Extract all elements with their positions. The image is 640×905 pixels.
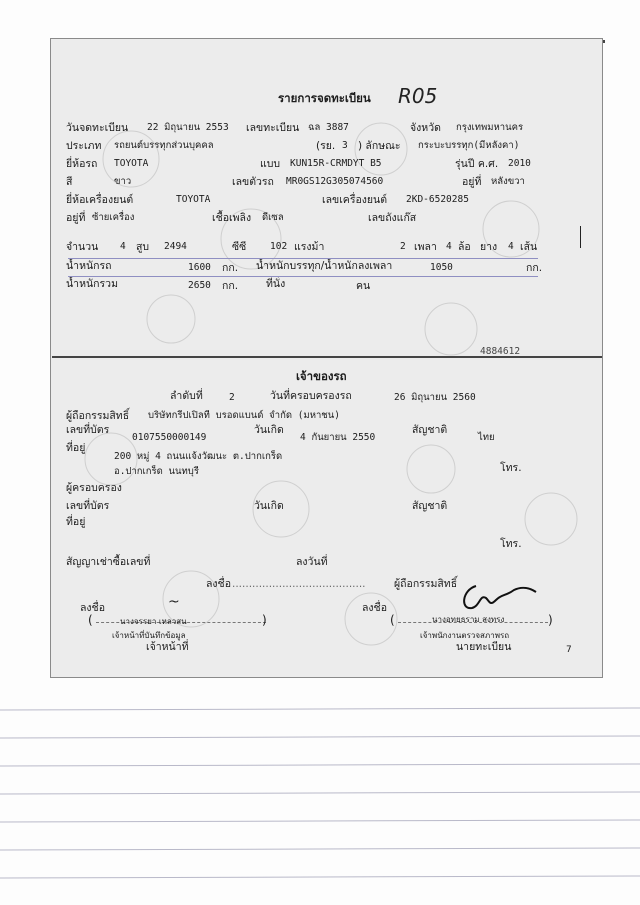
model: KUN15R-CRMDYT B5: [290, 158, 382, 169]
engine-loc-label: อยู่ที่: [66, 212, 86, 224]
id2-label: เลขที่บัตร: [66, 500, 110, 512]
margin-mark: [580, 226, 581, 248]
brand: TOYOTA: [114, 158, 149, 169]
id-label: เลขที่บัตร: [66, 424, 110, 436]
left-paren-open: (: [88, 613, 93, 627]
right-paren-open: (: [390, 613, 395, 627]
type-label: ประเภท: [66, 140, 102, 152]
left-signature: ~: [168, 594, 180, 610]
year-label: รุ่นปี ค.ศ.: [455, 158, 499, 170]
lease-date-label: ลงวันที่: [296, 556, 328, 568]
possess-date: 26 มิถุนายน 2560: [394, 392, 476, 403]
nation: ไทย: [478, 432, 495, 443]
officer-left-title: เจ้าหน้าที่บันทึกข้อมูล: [112, 631, 186, 640]
total-label: น้ำหนักรวม: [66, 278, 118, 290]
birth2-label: วันเกิด: [254, 500, 284, 512]
right-paren-close: ): [548, 613, 553, 627]
chassis-loc: หลังขวา: [491, 176, 525, 187]
seats-label: ที่นั่ง: [266, 278, 286, 290]
wheel-label: ล้อ: [458, 241, 471, 253]
owner: บริษัทกรีปเปิลที บรอดแบนด์ จำกัด (มหาชน): [148, 410, 340, 421]
cc-value: 2494: [164, 241, 187, 252]
cyl-label: จำนวน: [66, 241, 99, 253]
order-label: ลำดับที่: [170, 390, 203, 402]
model-label: แบบ: [260, 158, 281, 170]
brand-label: ยี่ห้อรถ: [66, 158, 98, 170]
section-divider: [52, 356, 602, 358]
weight-label: น้ำหนักรถ: [66, 260, 112, 272]
fuel-label: เชื้อเพลิง: [212, 212, 252, 224]
year: 2010: [508, 158, 531, 169]
chassis: MR0GS12G305074560: [286, 176, 384, 187]
sign-right-label: ลงชื่อ: [362, 602, 387, 614]
tire-value: 4: [508, 241, 514, 252]
sign-dots-left: ........................................: [232, 578, 366, 590]
color: ขาว: [114, 176, 132, 187]
rb-prefix: (รย.: [316, 140, 336, 152]
gas-tank-label: เลขถังแก๊ส: [368, 212, 417, 224]
nation-label: สัญชาติ: [412, 424, 448, 436]
tel2-label: โทร.: [500, 538, 522, 550]
type-value: รถยนต์บรรทุกส่วนบุคคล: [114, 140, 214, 151]
serial-number: 4884612: [480, 346, 521, 357]
engine-no: 2KD-6520285: [406, 194, 469, 205]
load-unit: กก.: [526, 262, 543, 274]
reg-date-label: วันจดทะเบียน: [66, 122, 129, 134]
tire-unit: เส้น: [520, 241, 538, 253]
province: กรุงเทพมหานคร: [456, 122, 524, 133]
cyl: 4: [120, 241, 126, 252]
left-paren-close: ): [262, 613, 267, 627]
cyl-unit: สูบ: [136, 241, 150, 253]
chassis-loc-label: อยู่ที่: [462, 176, 482, 188]
blue-rule-1: [68, 258, 538, 259]
handwritten-code: R05: [398, 84, 438, 108]
reg-date: 22 มิถุนายน 2553: [147, 122, 229, 133]
sign-label: ลงชื่อ: [206, 578, 231, 590]
addr-label: ที่อยู่: [66, 442, 86, 454]
chassis-label: เลขตัวรถ: [232, 176, 274, 188]
nation2-label: สัญชาติ: [412, 500, 448, 512]
style-label: ) ลักษณะ: [358, 140, 401, 152]
addr2-label: ที่อยู่: [66, 516, 86, 528]
sign-left-label: ลงชื่อ: [80, 602, 105, 614]
addr-line-2: อ.ปากเกร็ด นนทบุรี: [114, 466, 199, 477]
tire-label: ยาง: [480, 241, 498, 253]
ruled-lines: [0, 700, 640, 905]
officer-right-title: เจ้าพนักงานตรวจสภาพรถ: [420, 631, 510, 640]
load: 1050: [430, 262, 453, 273]
fuel: ดีเซล: [262, 212, 284, 223]
section2-title: เจ้าของรถ: [296, 369, 347, 383]
officer-right-role: นายทะเบียน: [456, 641, 512, 653]
cc-label: ซีซี: [232, 241, 247, 253]
axle-label: เพลา: [414, 241, 437, 253]
officer-left-role: เจ้าหน้าที่: [146, 641, 189, 653]
rb-number: 3: [342, 140, 348, 151]
lease-label: สัญญาเช่าซื้อเลขที่: [66, 556, 151, 568]
wheel-value: 4: [446, 241, 452, 252]
birth: 4 กันยายน 2550: [300, 432, 376, 443]
color-label: สี: [66, 176, 73, 188]
weight-unit: กก.: [222, 262, 239, 274]
officer-left-name: นางจรรยา เหลวสน: [120, 617, 187, 626]
hp-label: แรงม้า: [294, 241, 325, 253]
engine-loc: ซ้ายเครื่อง: [92, 212, 135, 223]
hp-value: 102: [270, 241, 288, 252]
birth-label: วันเกิด: [254, 424, 284, 436]
reg-no: ฉล 3887: [308, 122, 349, 133]
axle-value: 2: [400, 241, 406, 252]
engine-brand-label: ยี่ห้อเครื่องยนต์: [66, 194, 134, 206]
owner-label: ผู้ถือกรรมสิทธิ์: [66, 410, 130, 422]
possessor-label: ผู้ครอบครอง: [66, 482, 122, 494]
style-value: กระบะบรรทุก(มีหลังคา): [418, 140, 520, 151]
possess-date-label: วันที่ครอบครองรถ: [270, 390, 352, 402]
owner-sig-label: ผู้ถือกรรมสิทธิ์: [394, 578, 458, 590]
blue-rule-2: [68, 276, 538, 277]
addr-line-1: 200 หมู่ 4 ถนนแจ้งวัฒนะ ต.ปากเกร็ด: [114, 451, 283, 462]
total: 2650: [188, 280, 211, 291]
total-unit: กก.: [222, 280, 239, 292]
officer-right-name: นางอทยธราม สงทรง: [432, 615, 505, 624]
tel-label: โทร.: [500, 462, 522, 474]
reg-no-label: เลขทะเบียน: [246, 122, 300, 134]
order: 2: [229, 392, 235, 403]
engine-brand: TOYOTA: [176, 194, 211, 205]
load-label: น้ำหนักบรรทุก/น้ำหนักลงเพลา: [256, 260, 393, 272]
province-label: จังหวัด: [410, 122, 441, 134]
engine-no-label: เลขเครื่องยนต์: [322, 194, 388, 206]
weight: 1600: [188, 262, 211, 273]
corner-mark-bottom: 7: [566, 645, 572, 655]
seats-unit: คน: [356, 280, 371, 292]
id: 0107550000149: [132, 432, 207, 443]
section1-title: รายการจดทะเบียน: [278, 91, 371, 105]
